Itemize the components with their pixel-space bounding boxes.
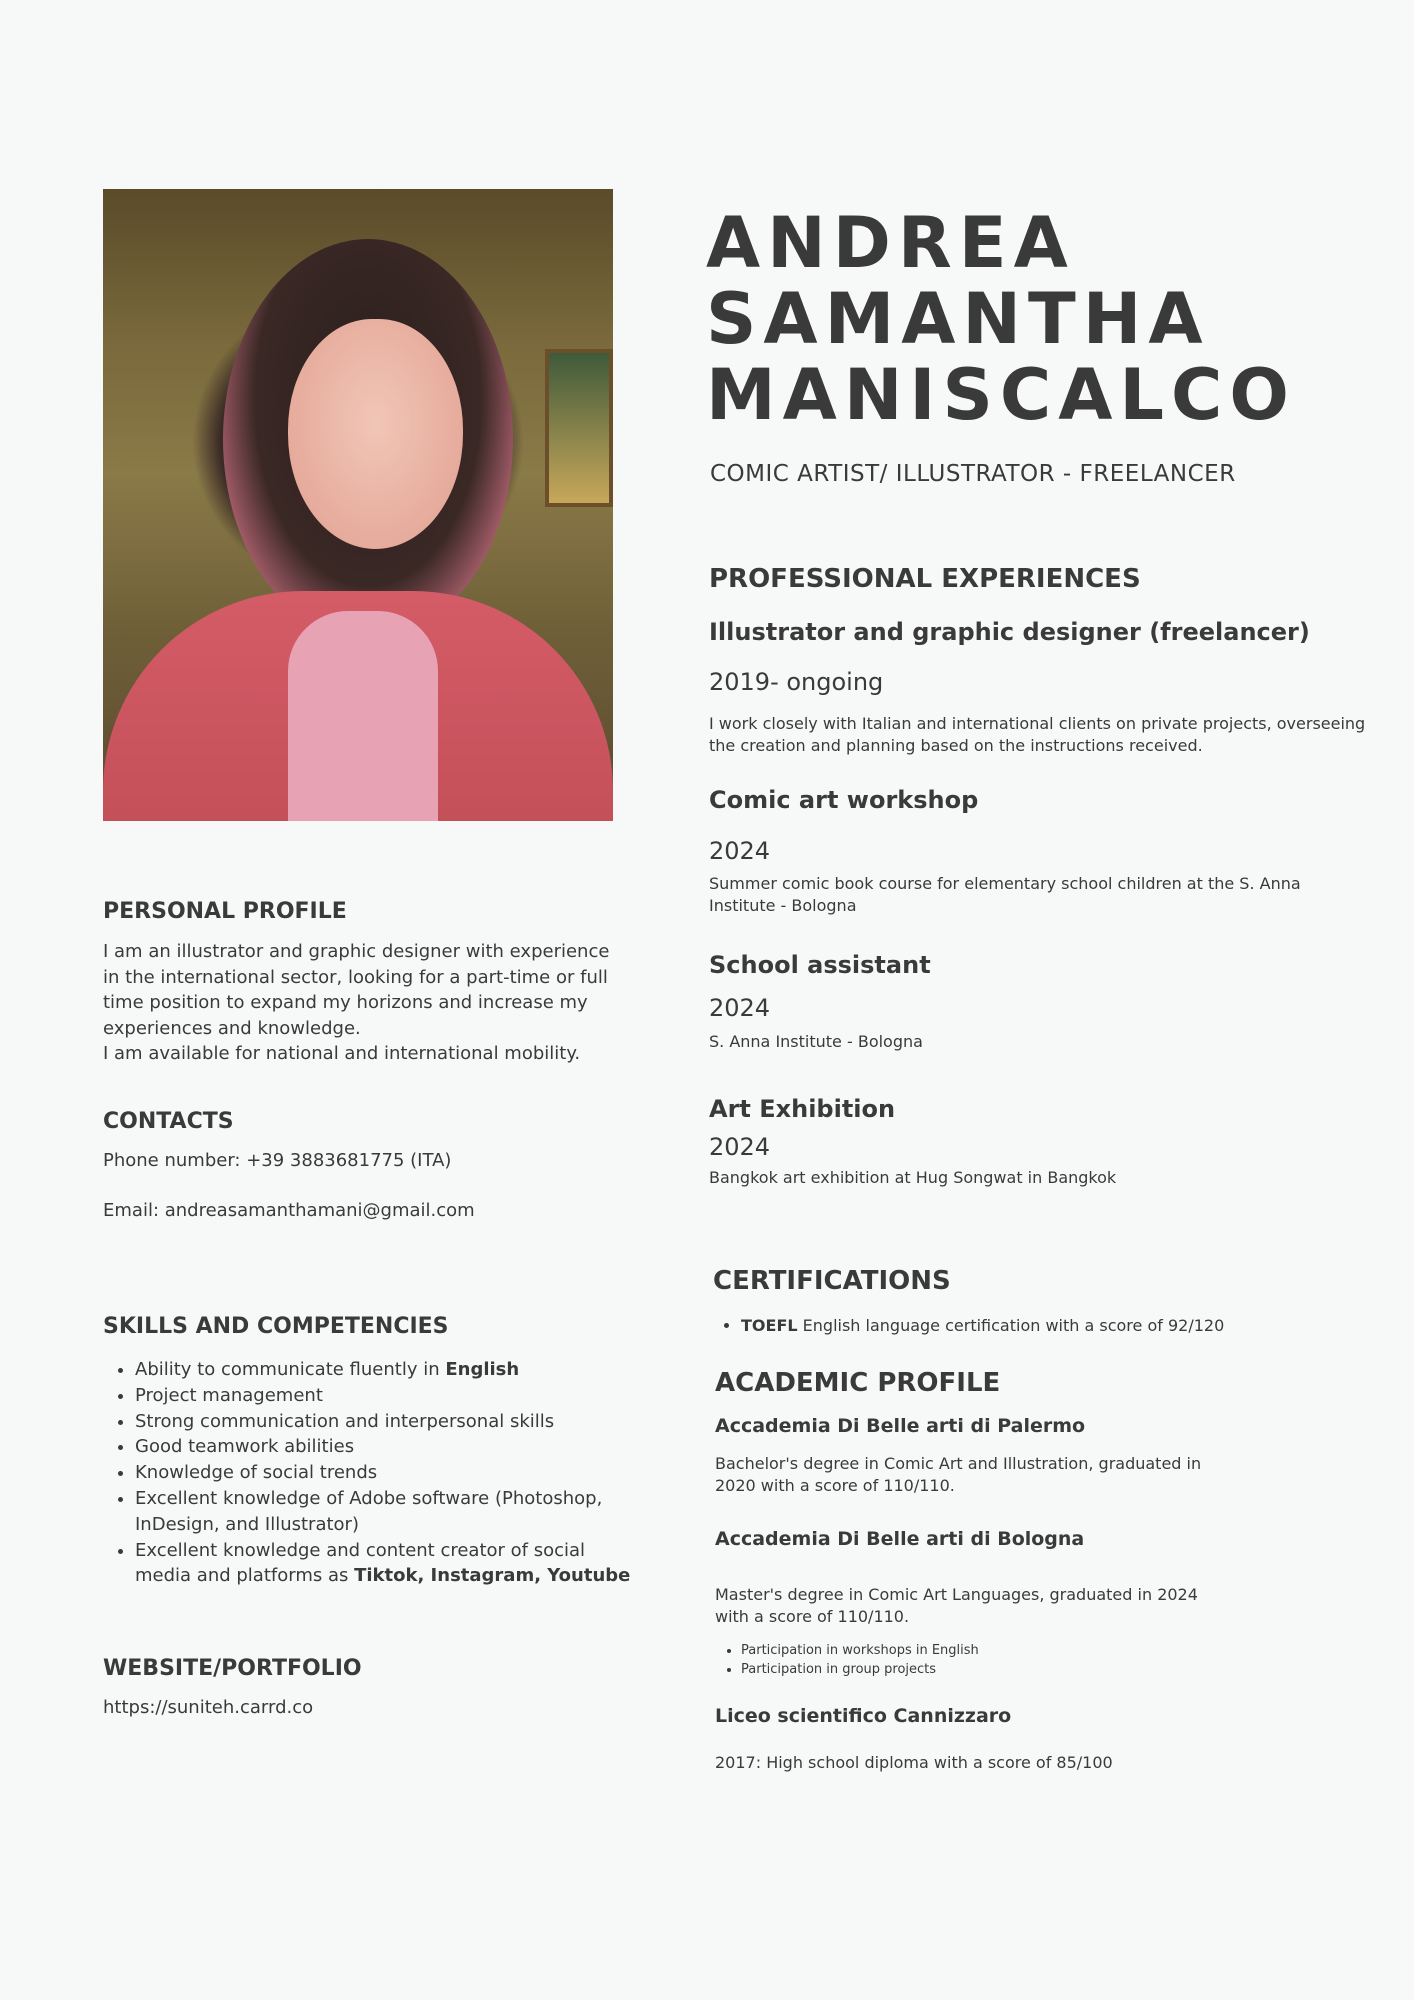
job-desc-1: I work closely with Italian and international clients on private projects, overseeing the creation and planning based on the instructions received. [709, 714, 1366, 755]
phone-number: Phone number: +39 3883681775 (ITA) [103, 1150, 452, 1171]
profile-line: experiences and knowledge. [103, 1017, 361, 1039]
profile-line: I am available for national and international mobility. [103, 1043, 581, 1064]
school-desc-2: Master's degree in Comic Art Languages, graduated in 2024 with a score of 110/110. [715, 1585, 1198, 1626]
school-bullets-2 [717, 1641, 1217, 1679]
school-bullet: • Participation in workshops in English [741, 1641, 1217, 1660]
school-desc-3: 2017: High school diploma with a score of 85/100 [715, 1753, 1113, 1772]
name-line-3: MANISCALCO [706, 354, 1296, 436]
experiences-heading: PROFESSIONAL EXPERIENCES [709, 564, 1141, 594]
website-heading: WEBSITE/PORTFOLIO [103, 1656, 362, 1681]
school-bullet: • Participation in group projects [741, 1660, 1217, 1679]
skill-item: • Excellent knowledge of Adobe software (Photoshop, InDesign, and Illustrator) [135, 1486, 633, 1538]
certifications-heading: CERTIFICATIONS [713, 1266, 951, 1296]
job-title-3: School assistant [709, 951, 931, 979]
job-desc-4: Bangkok art exhibition at Hug Songwat in Bangkok [709, 1168, 1117, 1187]
skills-heading: SKILLS AND COMPETENCIES [103, 1314, 449, 1339]
profile-photo [103, 189, 613, 821]
school-name-1: Accademia Di Belle arti di Palermo [715, 1415, 1086, 1437]
job-title-2: Comic art workshop [709, 786, 979, 814]
profile-line: in the international sector, looking for a part-time or full [103, 966, 608, 988]
skills-list [103, 1357, 633, 1589]
name-line-2: SAMANTHA [706, 278, 1210, 360]
academic-heading: ACADEMIC PROFILE [715, 1368, 1001, 1398]
skill-item: • Project management [135, 1383, 633, 1409]
profile-line: time position to expand my horizons and increase my [103, 992, 588, 1013]
job-title: COMIC ARTIST/ ILLUSTRATOR - FREELANCER [710, 461, 1236, 487]
job-title-1: Illustrator and graphic designer (freelancer) [709, 618, 1310, 646]
skill-item: • Excellent knowledge and content creator of social media and platforms as Tiktok, Instagram, Youtube [135, 1538, 633, 1590]
personal-profile-heading: PERSONAL PROFILE [103, 899, 347, 924]
job-title-4: Art Exhibition [709, 1095, 896, 1123]
profile-line: I am an illustrator and graphic designer with experience [103, 941, 610, 962]
certification-item: • TOEFL English language certification with a score of 92/120 [741, 1315, 1375, 1337]
school-name-3: Liceo scientifico Cannizzaro [715, 1705, 1012, 1727]
name-line-1: ANDREA [706, 202, 1075, 284]
job-year-1: 2019- ongoing [709, 668, 884, 696]
full-name [706, 202, 1296, 436]
certifications-list [715, 1315, 1375, 1337]
skill-item: • Good teamwork abilities [135, 1434, 633, 1460]
school-desc-1: Bachelor's degree in Comic Art and Illustration, graduated in 2020 with a score of 110/110. [715, 1454, 1202, 1495]
skill-item: • Knowledge of social trends [135, 1460, 633, 1486]
portfolio-link[interactable]: https://suniteh.carrd.co [103, 1697, 314, 1718]
skill-item: • Ability to communicate fluently in English [135, 1357, 633, 1383]
job-desc-3: S. Anna Institute - Bologna [709, 1032, 923, 1051]
job-desc-2: Summer comic book course for elementary school children at the S. Anna Institute - Bologna [709, 874, 1301, 915]
school-name-2: Accademia Di Belle arti di Bologna [715, 1528, 1085, 1550]
job-year-2: 2024 [709, 837, 771, 865]
wall-painting [545, 349, 613, 507]
contacts-heading: CONTACTS [103, 1109, 234, 1134]
skill-item: • Strong communication and interpersonal skills [135, 1409, 633, 1435]
photo-face [288, 319, 463, 549]
personal-profile-text [103, 939, 643, 1067]
job-year-4: 2024 [709, 1133, 771, 1161]
email-address[interactable]: Email: andreasamanthamani@gmail.com [103, 1200, 475, 1221]
photo-shirt [288, 611, 438, 821]
job-year-3: 2024 [709, 994, 771, 1022]
